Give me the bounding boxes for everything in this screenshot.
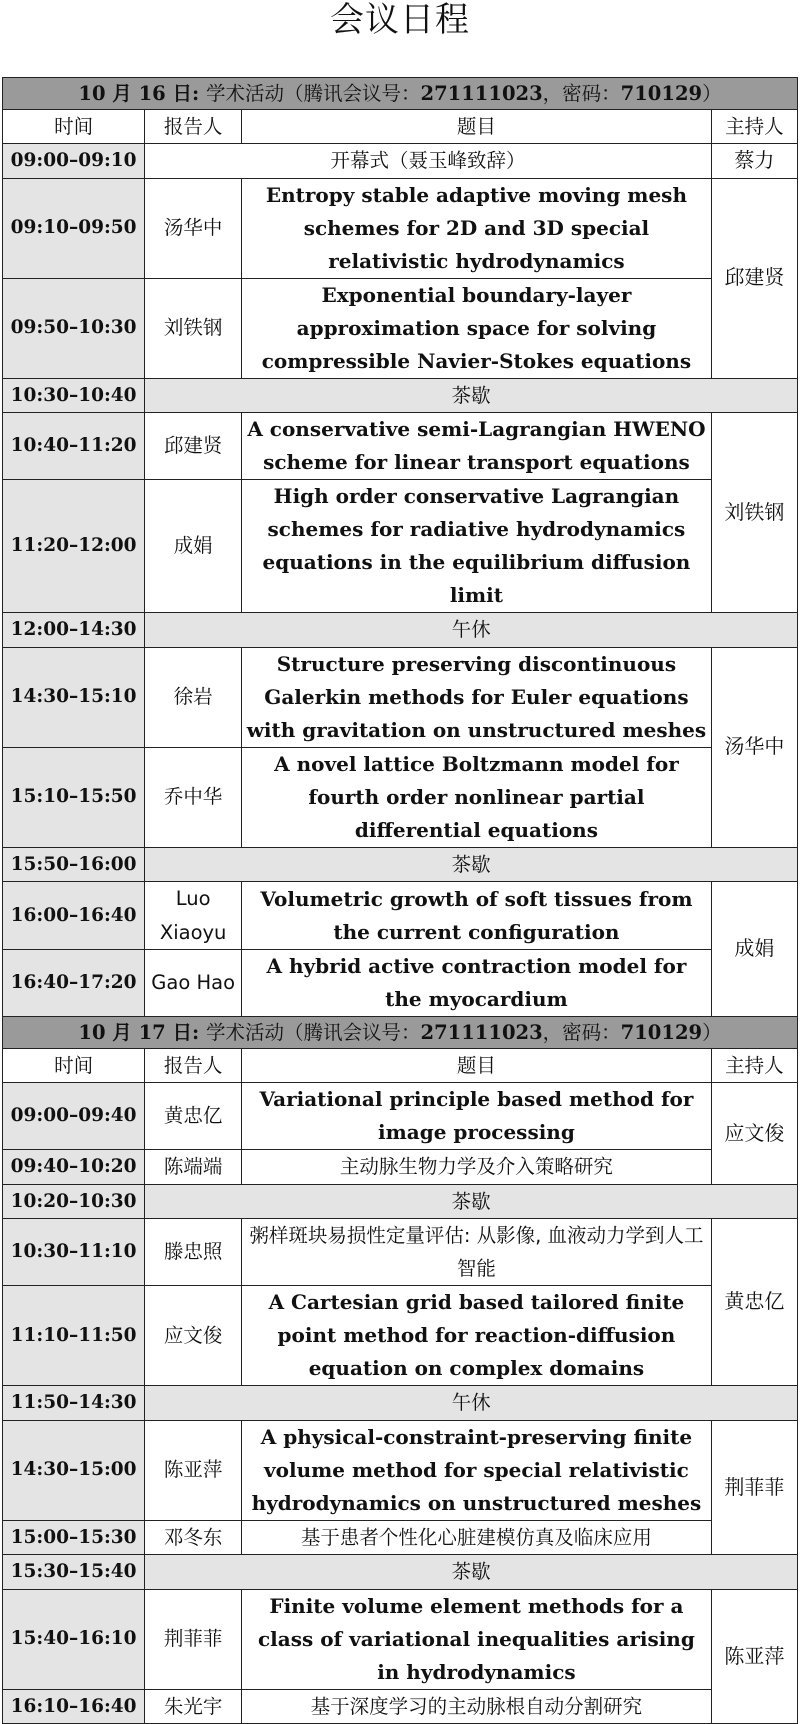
session-row — [3, 1286, 798, 1386]
column-header-chair: 主持人 — [711, 110, 797, 144]
break-label: 茶歇 — [145, 1555, 798, 1590]
session-chair: 蔡力 — [711, 144, 797, 179]
session-time: 11:50–14:30 — [3, 1386, 145, 1421]
talk-title: 基于患者个性化心脏建模仿真及临床应用 — [242, 1520, 712, 1555]
day-date: 10 月 17 日: — [78, 1021, 207, 1044]
column-header-time: 时间 — [3, 1049, 145, 1083]
speaker-name: 徐岩 — [145, 647, 242, 747]
session-time: 10:30–11:10 — [3, 1219, 145, 1286]
session-chair: 汤华中 — [711, 647, 797, 847]
column-header-speaker: 报告人 — [145, 1049, 242, 1083]
session-time: 16:10–16:40 — [3, 1689, 145, 1724]
session-row — [3, 1219, 798, 1286]
day-header-cell — [3, 1017, 798, 1049]
speaker-name: 陈端端 — [145, 1150, 242, 1185]
column-header-row — [3, 110, 798, 144]
session-time: 11:10–11:50 — [3, 1286, 145, 1386]
day-date: 10 月 16 日: — [78, 82, 207, 105]
session-time: 16:00–16:40 — [3, 882, 145, 950]
meeting-password: 710129 — [620, 1021, 703, 1044]
break-row — [3, 613, 798, 648]
column-header-topic: 题目 — [242, 110, 712, 144]
talk-title: 主动脉生物力学及介入策略研究 — [242, 1150, 712, 1185]
column-header-topic: 题目 — [242, 1049, 712, 1083]
session-time: 09:40–10:20 — [3, 1150, 145, 1185]
speaker-name: 邓冬东 — [145, 1520, 242, 1555]
session-time: 09:50–10:30 — [3, 278, 145, 378]
session-chair: 陈亚萍 — [711, 1589, 797, 1724]
session-row — [3, 1689, 798, 1724]
session-time: 09:10–09:50 — [3, 178, 145, 278]
session-time: 15:40–16:10 — [3, 1589, 145, 1689]
session-chair: 黄忠亿 — [711, 1219, 797, 1386]
talk-title: 粥样斑块易损性定量评估: 从影像, 血液动力学到人工智能 — [242, 1219, 712, 1286]
talk-title: A physical-constraint-preserving finite volume method for special relativistic hydrodynamics on unstructured meshes — [242, 1420, 712, 1520]
talk-title: A novel lattice Boltzmann model for fourth order nonlinear partial differential equations — [242, 747, 712, 847]
header-close: ） — [702, 82, 722, 105]
speaker-name: 成娟 — [145, 480, 242, 613]
session-row — [3, 647, 798, 747]
meeting-number: 271111023 — [420, 82, 543, 105]
session-chair: 荆菲菲 — [711, 1420, 797, 1555]
break-label: 茶歇 — [145, 1184, 798, 1219]
password-label: ，密码： — [542, 82, 621, 105]
break-label: 午休 — [145, 1386, 798, 1421]
break-row — [3, 847, 798, 882]
session-chair: 成娟 — [711, 882, 797, 1017]
speaker-name: 黄忠亿 — [145, 1083, 242, 1150]
header-close: ） — [702, 1021, 722, 1044]
session-row — [3, 1520, 798, 1555]
talk-title: Variational principle based method for image processing — [242, 1083, 712, 1150]
break-row — [3, 1184, 798, 1219]
column-header-row — [3, 1049, 798, 1083]
speaker-name: 荆菲菲 — [145, 1589, 242, 1689]
session-row — [3, 950, 798, 1017]
talk-title: Exponential boundary-layer approximation space for solving compressible Navier-Stokes equations — [242, 278, 712, 378]
talk-title: High order conservative Lagrangian schemes for radiative hydrodynamics equations in the equilibrium diffusion limit — [242, 480, 712, 613]
session-row — [3, 178, 798, 278]
break-label: 茶歇 — [145, 378, 798, 413]
session-time: 15:00–15:30 — [3, 1520, 145, 1555]
talk-title: A Cartesian grid based tailored finite point method for reaction-diffusion equation on complex domains — [242, 1286, 712, 1386]
talk-title: Finite volume element methods for a class of variational inequalities arising in hydrodynamics — [242, 1589, 712, 1689]
speaker-name: 刘铁钢 — [145, 278, 242, 378]
opening-ceremony: 开幕式（聂玉峰致辞） — [145, 144, 712, 179]
session-row — [3, 1083, 798, 1150]
password-label: ，密码： — [542, 1021, 621, 1044]
session-time: 14:30–15:00 — [3, 1420, 145, 1520]
session-time: 15:30–15:40 — [3, 1555, 145, 1590]
meeting-number: 271111023 — [420, 1021, 543, 1044]
break-label: 午休 — [145, 613, 798, 648]
talk-title: 基于深度学习的主动脉根自动分割研究 — [242, 1689, 712, 1724]
session-row — [3, 413, 798, 480]
break-row — [3, 1555, 798, 1590]
session-row — [3, 278, 798, 378]
speaker-name: Luo Xiaoyu — [145, 882, 242, 950]
session-time: 14:30–15:10 — [3, 647, 145, 747]
talk-title: A hybrid active contraction model for the myocardium — [242, 950, 712, 1017]
schedule-table — [2, 77, 798, 1724]
speaker-name: 应文俊 — [145, 1286, 242, 1386]
column-header-time: 时间 — [3, 110, 145, 144]
session-row — [3, 1420, 798, 1520]
session-row — [3, 747, 798, 847]
session-chair: 刘铁钢 — [711, 413, 797, 613]
talk-title: A conservative semi-Lagrangian HWENO scheme for linear transport equations — [242, 413, 712, 480]
column-header-chair: 主持人 — [711, 1049, 797, 1083]
session-time: 10:40–11:20 — [3, 413, 145, 480]
session-time: 12:00–14:30 — [3, 613, 145, 648]
speaker-name: 乔中华 — [145, 747, 242, 847]
day-header — [3, 1017, 798, 1049]
talk-title: Entropy stable adaptive moving mesh schemes for 2D and 3D special relativistic hydrodynamics — [242, 178, 712, 278]
talk-title: Structure preserving discontinuous Galerkin methods for Euler equations with gravitation on unstructured meshes — [242, 647, 712, 747]
session-chair: 应文俊 — [711, 1083, 797, 1185]
session-time: 10:20–10:30 — [3, 1184, 145, 1219]
break-row — [3, 378, 798, 413]
session-row — [3, 1589, 798, 1689]
break-label: 茶歇 — [145, 847, 798, 882]
session-time: 15:50–16:00 — [3, 847, 145, 882]
session-chair: 邱建贤 — [711, 178, 797, 378]
session-row — [3, 480, 798, 613]
session-row — [3, 144, 798, 179]
page-title: 会议日程 — [330, 0, 470, 40]
talk-title: Volumetric growth of soft tissues from the current configuration — [242, 882, 712, 950]
speaker-name: 滕忠照 — [145, 1219, 242, 1286]
speaker-name: 朱光宇 — [145, 1689, 242, 1724]
day-header-cell — [3, 78, 798, 110]
session-time: 10:30–10:40 — [3, 378, 145, 413]
day-header — [3, 78, 798, 110]
speaker-name: 陈亚萍 — [145, 1420, 242, 1520]
session-row — [3, 882, 798, 950]
session-time: 15:10–15:50 — [3, 747, 145, 847]
session-time: 16:40–17:20 — [3, 950, 145, 1017]
session-time: 09:00–09:10 — [3, 144, 145, 179]
speaker-name: 邱建贤 — [145, 413, 242, 480]
speaker-name: Gao Hao — [145, 950, 242, 1017]
session-time: 09:00–09:40 — [3, 1083, 145, 1150]
speaker-name: 汤华中 — [145, 178, 242, 278]
column-header-speaker: 报告人 — [145, 110, 242, 144]
day-activity: 学术活动（腾讯会议号： — [206, 82, 421, 105]
session-time: 11:20–12:00 — [3, 480, 145, 613]
session-row — [3, 1150, 798, 1185]
meeting-password: 710129 — [620, 82, 703, 105]
break-row — [3, 1386, 798, 1421]
day-activity: 学术活动（腾讯会议号： — [206, 1021, 421, 1044]
